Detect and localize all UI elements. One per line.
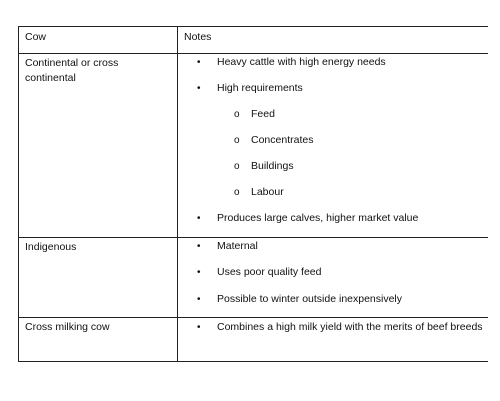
- list-item: [178, 212, 488, 225]
- table-header-row: [19, 27, 489, 54]
- notes-list: [178, 238, 488, 306]
- list-item: [178, 82, 488, 95]
- sub-list: [178, 108, 488, 199]
- notes-cell: [178, 238, 489, 318]
- list-item: [178, 160, 488, 173]
- cow-name: Cross milking cow: [25, 321, 110, 333]
- list-item: [178, 56, 488, 69]
- note-text: Heavy cattle with high energy needs: [217, 56, 386, 68]
- sub-item-text: Labour: [251, 186, 284, 198]
- cow-name: Indigenous: [25, 241, 77, 253]
- list-item: [178, 266, 488, 279]
- cow-cell: [19, 318, 178, 362]
- notes-cell: [178, 54, 489, 238]
- circle-bullet-icon: o: [234, 161, 240, 172]
- header-cell-notes: [178, 27, 489, 54]
- list-item: [178, 108, 488, 121]
- note-text: Uses poor quality feed: [217, 266, 322, 278]
- bullet-icon: •: [197, 267, 201, 278]
- table-row: [19, 318, 489, 362]
- bullet-icon: •: [197, 241, 201, 252]
- cow-cell: [19, 54, 178, 238]
- header-label-notes: Notes: [184, 31, 212, 43]
- list-item: [178, 186, 488, 199]
- list-item: [178, 240, 488, 253]
- list-item: [178, 320, 488, 335]
- notes-list: [178, 212, 488, 225]
- header-label-cow: Cow: [25, 31, 47, 43]
- header-cell-cow: [19, 27, 178, 54]
- bullet-icon: •: [197, 213, 201, 224]
- note-text: Maternal: [217, 240, 258, 252]
- note-text: Combines a high milk yield with the merits of beef breeds: [217, 321, 483, 333]
- notes-list: [178, 54, 488, 95]
- cattle-notes-table: [18, 26, 488, 362]
- list-item: [178, 293, 488, 306]
- notes-cell: [178, 318, 489, 362]
- cow-name: Continental or cross continental: [25, 57, 119, 84]
- bullet-icon: •: [197, 322, 201, 333]
- note-text: High requirements: [217, 82, 303, 94]
- bullet-icon: •: [197, 83, 201, 94]
- note-text: Produces large calves, higher market value: [217, 212, 419, 224]
- table-row: [19, 54, 489, 238]
- circle-bullet-icon: o: [234, 187, 240, 198]
- circle-bullet-icon: o: [234, 135, 240, 146]
- note-text: Possible to winter outside inexpensively: [217, 293, 403, 305]
- circle-bullet-icon: o: [234, 109, 240, 120]
- list-item: [178, 134, 488, 147]
- sub-item-text: Buildings: [251, 160, 294, 172]
- bullet-icon: •: [197, 57, 201, 68]
- sub-item-text: Concentrates: [251, 134, 314, 146]
- notes-list: [178, 318, 488, 335]
- cow-cell: [19, 238, 178, 318]
- sub-item-text: Feed: [251, 108, 275, 120]
- bullet-icon: •: [197, 294, 201, 305]
- table-row: [19, 238, 489, 318]
